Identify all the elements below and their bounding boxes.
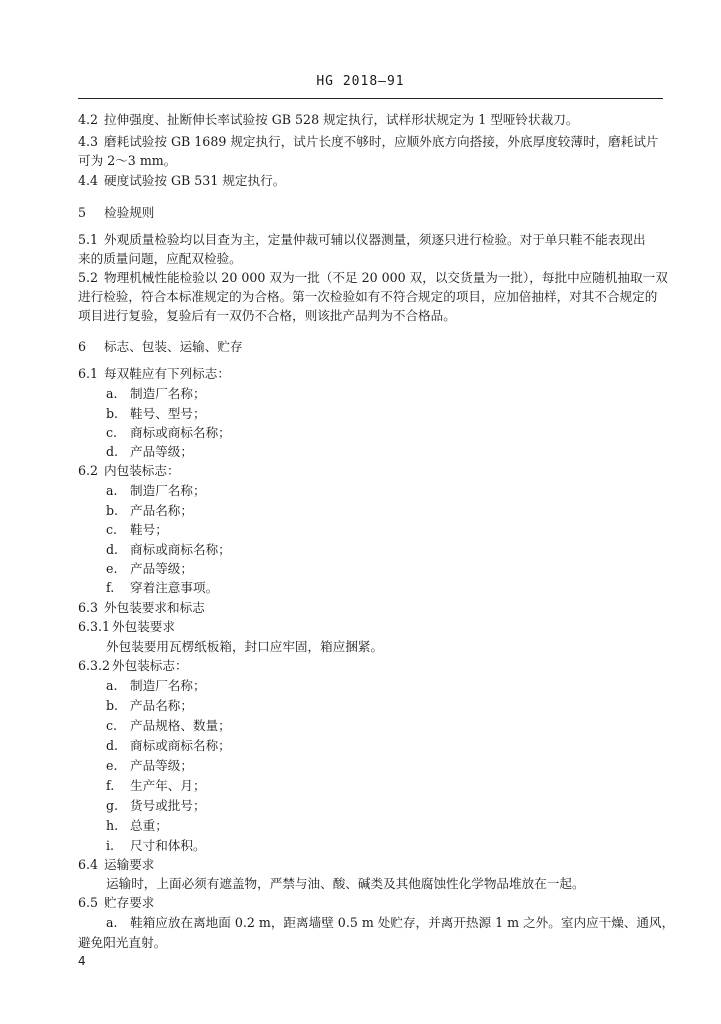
- list-item: d. 商标或商标名称；: [106, 738, 231, 753]
- clause-text: 内包装标志：: [104, 463, 180, 478]
- clause-number: 6.2: [78, 463, 99, 478]
- list-item: d. 产品等级；: [106, 444, 193, 459]
- clause-6-1: [0, 364, 721, 384]
- clause-number: 6.4: [78, 857, 99, 872]
- clause-number: 6.3.2: [78, 658, 111, 673]
- clause-text: 外观质量检验均以目查为主，定量仲裁可辅以仪器测量，须逐只进行检验。对于单只鞋不能表现出: [104, 232, 646, 247]
- clause-6-5-body: a. 鞋箱应放在离地面 0.2 m，距离墙壁 0.5 m 处贮存，并离开热源 1 m 之外。室内应干燥、通风，: [106, 915, 675, 930]
- clause-6-3-2: [0, 656, 721, 676]
- clause-6-3-1: [0, 617, 721, 637]
- clause-4-3: [0, 132, 721, 152]
- clause-4-3-continuation: 可为 2～3 mm。: [78, 153, 177, 168]
- clause-5-1-continuation: 来的质量问题，应配双检验。: [78, 251, 242, 266]
- clause-number: 5.2: [78, 270, 99, 285]
- list-item: b. 产品名称；: [106, 503, 193, 518]
- clause-number: 4.4: [78, 173, 99, 188]
- clause-text: 硬度试验按 GB 531 规定执行。: [104, 173, 286, 188]
- clause-number: 6.1: [78, 366, 99, 381]
- clause-text: 磨耗试验按 GB 1689 规定执行，试片长度不够时，应顺外底方向搭接，外底厚度较薄时，磨耗试片: [104, 134, 659, 149]
- clause-text: 贮存要求: [104, 895, 155, 910]
- clause-text: 物理机械性能检验以 20 000 双为一批（不足 20 000 双，以交货量为一批），每批中应随机抽取一双: [104, 270, 668, 285]
- clause-4-2: [0, 110, 721, 130]
- clause-number: 5.1: [78, 232, 99, 247]
- list-item: i. 尺寸和体积。: [106, 838, 206, 853]
- clause-6-5-continuation: 避免阳光直射。: [78, 935, 167, 950]
- section-title: 检验规则: [104, 205, 155, 220]
- list-item: g. 货号或批号；: [106, 798, 206, 813]
- clause-6-4-body: 运输时，上面必须有遮盖物，严禁与油、酸、碱类及其他腐蚀性化学物品堆放在一起。: [106, 876, 585, 891]
- list-item: b. 产品名称；: [106, 698, 193, 713]
- clause-6-2: [0, 461, 721, 481]
- section-title: 标志、包装、运输、贮存: [104, 339, 243, 354]
- clause-text: 运输要求: [104, 857, 155, 872]
- clause-6-5: [0, 893, 721, 913]
- clause-number: 4.2: [78, 112, 99, 127]
- list-item: c. 产品规格、数量；: [106, 718, 231, 733]
- clause-text: 拉伸强度、扯断伸长率试验按 GB 528 规定执行，试样形状规定为 1 型哑铃状裁刀。: [104, 112, 579, 127]
- clause-4-4: [0, 171, 721, 191]
- clause-text: 外包装标志：: [112, 658, 188, 673]
- section-number: 5: [78, 205, 87, 220]
- section-6-heading: [0, 337, 721, 357]
- list-item: f. 生产年、月；: [106, 778, 206, 793]
- page-number: 4: [78, 954, 86, 968]
- list-item: d. 商标或商标名称；: [106, 542, 231, 557]
- clause-number: 6.3: [78, 600, 99, 615]
- section-number: 6: [78, 339, 87, 354]
- list-item: a. 制造厂名称；: [106, 483, 206, 498]
- header-rule: [78, 98, 663, 99]
- clause-text: 外包装要求: [112, 619, 175, 634]
- clause-5-2-continuation: 进行检验，符合本标准规定的为合格。第一次检验如有不符合规定的项目，应加倍抽样，对其不合规定的: [78, 289, 658, 304]
- list-item: c. 商标或商标名称；: [106, 425, 231, 440]
- clause-6-4: [0, 855, 721, 875]
- clause-number: 4.3: [78, 134, 99, 149]
- clause-text: 每双鞋应有下列标志：: [104, 366, 230, 381]
- section-5-heading: [0, 203, 721, 223]
- clause-6-3-1-body: 外包装要用瓦楞纸板箱，封口应牢固，箱应捆紧。: [106, 639, 384, 654]
- list-item: e. 产品等级；: [106, 561, 193, 576]
- clause-5-2: [0, 268, 721, 288]
- list-item: f. 穿着注意事项。: [106, 580, 219, 595]
- list-item: c. 鞋号；: [106, 522, 168, 537]
- clause-number: 6.5: [78, 895, 99, 910]
- list-item: a. 制造厂名称；: [106, 386, 206, 401]
- clause-5-2-continuation: 项目进行复验，复验后有一双仍不合格，则该批产品判为不合格品。: [78, 308, 456, 323]
- document-code-header: HG 2018—91: [316, 74, 405, 89]
- clause-text: 外包装要求和标志: [104, 600, 205, 615]
- list-item: b. 鞋号、型号；: [106, 406, 206, 421]
- clause-6-3: [0, 598, 721, 618]
- list-item: a. 制造厂名称；: [106, 678, 206, 693]
- clause-number: 6.3.1: [78, 619, 111, 634]
- list-item: h. 总重；: [106, 818, 168, 833]
- list-item: e. 产品等级；: [106, 758, 193, 773]
- clause-5-1: [0, 230, 721, 250]
